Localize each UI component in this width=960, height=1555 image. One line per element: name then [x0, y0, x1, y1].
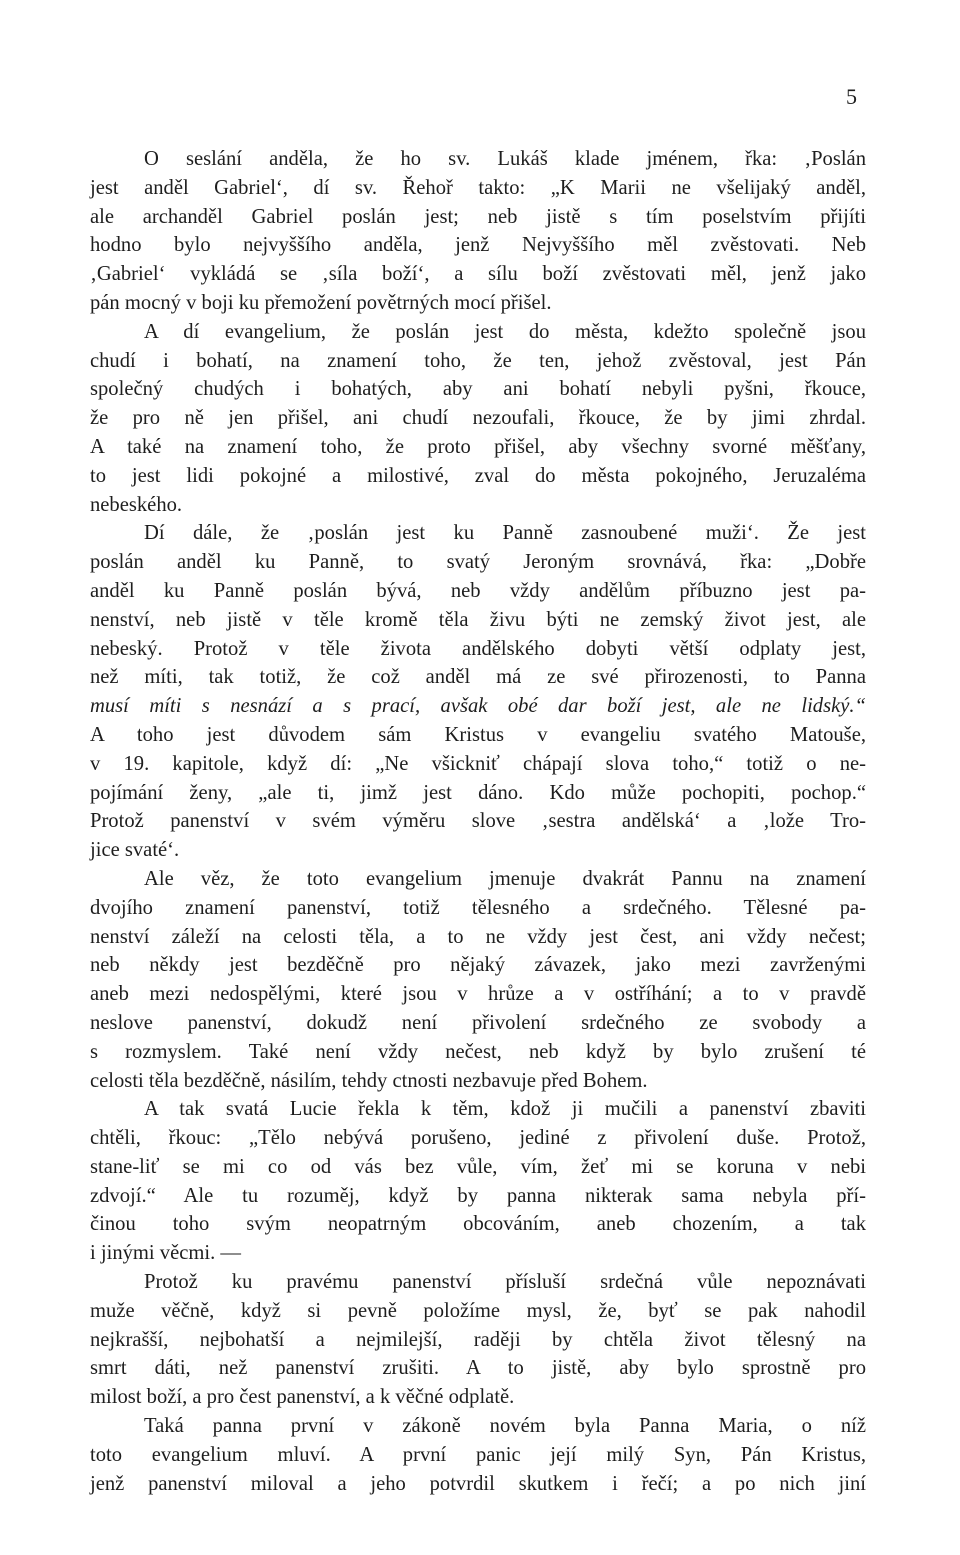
text-line: nejkrašší, nejbohatší a nejmilejší, raději by chtěla život tělesný na [90, 1328, 866, 1351]
text-line: aneb mezi nedospělými, které jsou v hrůze a v ostříhání; a to v pravdě [90, 983, 866, 1006]
text-line: jice svaté‘. [90, 839, 180, 862]
text-line: poslán anděl ku Panně, to svatý Jeroným srovnává, řka: „Dobře [90, 551, 866, 574]
text-line: pojímání ženy, „ale ti, jimž jest dáno. Kdo může pochopiti, pochop.“ [90, 781, 866, 804]
text-line: stane-liť se mi co od vás bez vůle, vím, žeť mi se koruna v nebi [90, 1155, 866, 1178]
text-line: i jinými věcmi. — [90, 1242, 242, 1265]
text-line: nenství záleží na celosti těla, a to ne vždy jest čest, ani vždy nečest; [90, 925, 866, 948]
text-line: neslove panenství, dokudž není přivolení srdečného ze svobody a [90, 1011, 866, 1034]
text-line: O seslání anděla, že ho sv. Lukáš klade jménem, řka: ‚Poslán [144, 148, 866, 170]
text-line: A tak svatá Lucie řekla k těm, kdož ji mučili a panenství zbaviti [144, 1098, 866, 1121]
text-line: chtěli, řkouc: „Tělo nebývá porušeno, jediné z přivolení duše. Protož, [90, 1127, 866, 1150]
text-line: neb někdy jest bezděčně pro nějaký závazek, jako mezi zavrženými [90, 954, 866, 977]
text-line: zdvojí.“ Ale tu rozuměj, když by panna nikterak sama nebyla pří- [90, 1184, 866, 1207]
text-line: jenž panenství miloval a jeho potvrdil skutkem i řečí; a po nich jiní [90, 1472, 866, 1495]
text-line: celosti těla bezděčně, násilím, tehdy ctnosti nezbavuje před Bohem. [90, 1069, 648, 1092]
text-line: to jest lidi pokojné a milostivé, zval do města pokojného, Jeruzaléma [90, 464, 866, 487]
text-line: Taká panna první v zákoně novém byla Panna Maria, o níž [144, 1415, 866, 1438]
text-line: milost boží, a pro čest panenství, a k věčné odplatě. [90, 1386, 515, 1409]
text-line: společný chudých i bohatých, aby ani bohatí nebyli pyšni, řkouce, [90, 378, 866, 401]
text-line: činou toho svým neopatrným obcováním, aneb chozením, a tak [90, 1213, 866, 1236]
text-line: muže věčně, když si pevně položíme mysl, že, byť se pak nahodil [90, 1299, 866, 1322]
text-line: Ale věz, že toto evangelium jmenuje dvakrát Pannu na znamení [144, 867, 866, 890]
text-line: A také na znamení toho, že proto přišel, aby všechny svorné měšťany, [90, 435, 866, 458]
text-line: než míti, tak totiž, že což anděl má ze své přirozenosti, to Panna [90, 666, 866, 689]
page-number: 5 [846, 84, 857, 109]
text-line: toto evangelium mluví. A první panic její milý Syn, Pán Kristus, [90, 1443, 866, 1466]
text-line: pán mocný v boji ku přemožení povětrných mocí přišel. [90, 291, 552, 314]
text-line: Protož panenství v svém výměru slove ‚sestra andělská‘ a ‚lože Tro- [90, 810, 866, 833]
text-line: A toho jest důvodem sám Kristus v evangeliu svatého Matouše, [90, 723, 866, 746]
text-line: musí míti s nesnází a s prací, avšak obé dar boží jest, ale ne lidský.“ [90, 695, 866, 718]
text-line: hodno bylo nejvyššího anděla, jenž Nejvyššího měl zvěstovati. Neb [90, 234, 866, 257]
text-line: A dí evangelium, že poslán jest do města, kdežto společně jsou [144, 320, 866, 343]
text-line: Protož ku pravému panenství přísluší srdečná vůle nepoznávati [144, 1271, 866, 1294]
text-line: nebeského. [90, 493, 183, 516]
text-line: smrt dáti, než panenství zrušiti. A to jistě, aby bylo sprostně pro [90, 1357, 866, 1380]
text-line: nebeský. Protož v těle života andělského dobyti větší odplaty jest, [90, 637, 866, 660]
text-line: v 19. kapitole, když dí: „Ne všickniť chápají slova toho,“ totiž o ne- [90, 752, 866, 775]
text-line: chudí i bohatí, na znamení toho, že ten, jehož zvěstoval, jest Pán [90, 349, 866, 372]
text-line: ‚Gabriel‘ vykládá se ‚síla boží‘, a sílu boží zvěstovati měl, jenž jako [90, 263, 866, 286]
text-line: ale archanděl Gabriel poslán jest; neb jistě s tím poselstvím přijíti [90, 205, 866, 228]
text-line: s rozmyslem. Také není vždy nečest, neb když by bylo zrušení té [90, 1040, 866, 1063]
text-line: jest anděl Gabriel‘, dí sv. Řehoř takto: „K Marii ne všelijaký anděl, [90, 176, 866, 199]
text-line: anděl ku Panně poslán bývá, neb vždy andělům příbuzno jest pa- [90, 579, 866, 602]
text-line: nenství, neb jistě v těle kromě těla živu býti ne zemský život jest, ale [90, 608, 866, 631]
text-line: dvojího znamení panenství, totiž tělesného a srdečného. Tělesné pa- [90, 896, 866, 919]
text-line: že pro ně jen přišel, ani chudí nezoufali, řkouce, že by jimi zhrdal. [90, 407, 866, 430]
body-text [90, 145, 866, 1498]
text-line: Dí dále, že ‚poslán jest ku Panně zasnoubené muži‘. Že jest [144, 522, 866, 545]
